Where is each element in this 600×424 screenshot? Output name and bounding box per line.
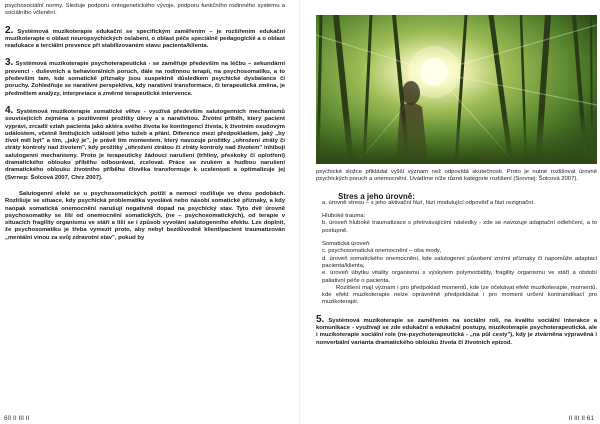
somatic-item-d: d. úroveň somatického onemocnění, kde salutogenní působení zmírní příznaky či napomůže adaptaci pacienta/klienta, (322, 255, 597, 269)
trauma-heading: Hluboké trauma: (322, 213, 366, 220)
section-4-text: Systémová muzikoterapie somatické větve - využívá především salutogenních mechanismů souvisejících zejména s pozitivními prožitky úlevy a s narativitou. Životní příběh, který pacient vypráví, zrcadlí vztah pacienta jako aktéra svého života ke kontingenci života, k životním osudovým událostem, včetně limitujících událostí jeho tužeb a přání. Diference mezi předpokladem, jaký „by život měl být" a tím, „jaký je", je právě tím momentem, který navozuje prožitky „ohrožení ztráty či ztráty kontroly nad životem", kdy prožitky „ohrožení ztrátou či ztráty kontroly nad životem" inhibují salutogenní mechanismy. Proto je terapeuticky žádoucí narušení (trhliny, přeskoky či oplotření) dramatického oblouku příběhu odbourávat, zcelovat. Práce se zvukem a hudbou narušení dramatického oblouku životního příběhu člověka transformuje k ucelenosti a optimalizuje jej (Svrnep: Šolcová 2007, Chrz 2007). (5, 108, 285, 181)
section-2-number: 2. (5, 24, 14, 36)
right-paragraph-continued: psychické složce přikládal vyšší význam než odpovídá skutečnosti. Proto je nutné rozlišovat úrovně psychických poruch a onemocnění. Uvádíme níže různé kategorie rozlišení (Srovnej: Šolcová 2007). (316, 169, 597, 183)
section-4 (5, 104, 285, 182)
right-text-column (316, 169, 597, 347)
section-5-number: 5. (316, 313, 325, 325)
left-page-number: 60 II III II (4, 415, 30, 422)
salutogenic-paragraph: Salutogenní efekt se u psychosomatických potíží a nemocí rozlišuje ve dvou podobách. Rozlišuje se situace, kdy psychická problematika vyvolává nebo násobí somatické příznaky, a kdy naopak somatická onemocnění narušují negativně dopad na psychický stav. Tyto dvě úrovně psychosomatiky se liší od onemocnění somatických, (ne – psychosomatických), od terapie v situacích fragility organismu ve stáří a liší se i způsob vyvolání salutogenního efektu. Lze doplnit, že psychosomatiku je třeba vymezit proto, aby nebyl bezdůvodně klient/pacient traumatizován „mentální vinou za svůj zdravotní stav", pokud by (5, 190, 285, 241)
stres-item-a: a. úrovně stresu – s jeho aktivační fází, fází modulující odpověď a fází rezignační. (322, 199, 535, 206)
somatic-item-c: c. psychosomatická onemocnění – oba mody, (322, 248, 442, 255)
section-3-bold-text: Systémová muzikoterapie psychoterapeutická - se zaměřuje především na léčbu – sekundární prevenci - duševních a behaviorálních poruch, dále na rodinnou terapii, na psychosomatiku, a to především tam, kde somatické příznaky jsou suspektně důsledkem psychické dysbalance či poruchy. (5, 61, 285, 90)
trauma-item-b: b. úroveň hluboké traumatizace s přetrvávajícími následky - zde se navozuje adaptační odlehčení, a to postupně. (322, 220, 597, 234)
section-5-text: Systémová muzikoterapie se zaměřením na sociální roli, na kvalitu sociální interakce a komunikace - využívají se zde edukační a edukační postupy, muzikoterapie psychoterapeutická, ale i muzikoterapie sociální role (ne-psychoterapeutická - „na půl cesty"), kdy je ztvárněna výpravěná i nonverbální varianta dramatického oblouku života či životních epizod. (316, 317, 597, 346)
section-3-text: Zohledňuje se narativní perspektiva, kdy narativní transformace, či terapeutická změna, je předmětem analýzy, interpretace a změrné terapeutické intervence. (5, 83, 285, 97)
section-2-text: Systémová muzikoterapie edukační se specifickým zaměřením – je rozšířením edukační muzikoterapie o oblast neuropsychických oslabení, o oblast péče speciálně pedagogické a o oblast readukace a terciální prevence při stabilizovaném stavu pacienta/klienta. (5, 28, 285, 50)
right-page (300, 0, 600, 424)
somatic-item-e: e. úroveň úbytku vitality organismu s výskytem polymorbidity, fragility organismu ve stáří a období paliativní péče o pacienta. (322, 270, 597, 284)
section-3-number: 3. (5, 57, 14, 69)
section-3 (5, 59, 285, 97)
left-text-column (5, 3, 285, 242)
stres-heading: Stres a jeho úrovně: (338, 191, 415, 201)
left-paragraph-continued: psychosociální normy. Sleduje podporu ontogenetického vývoje, podporu funkčního rodinného systému a sociálního včlenění. (5, 3, 285, 17)
right-page-number: II III II 61 (568, 415, 594, 422)
somatic-heading: Somatická úroveň: (322, 241, 371, 248)
section-2 (5, 24, 285, 51)
section-5 (316, 313, 597, 347)
distinctions-paragraph: Rozlišení mají význam i pro předpoklad momentů, kde lze očekávat efekt muzikoterapie, momentů, kde efekt muzikoterapie nelze oprávněně předpokládat i pro moment určení kontraindikací pro muzikoterapii. (322, 284, 597, 306)
section-4-number: 4. (5, 104, 14, 116)
